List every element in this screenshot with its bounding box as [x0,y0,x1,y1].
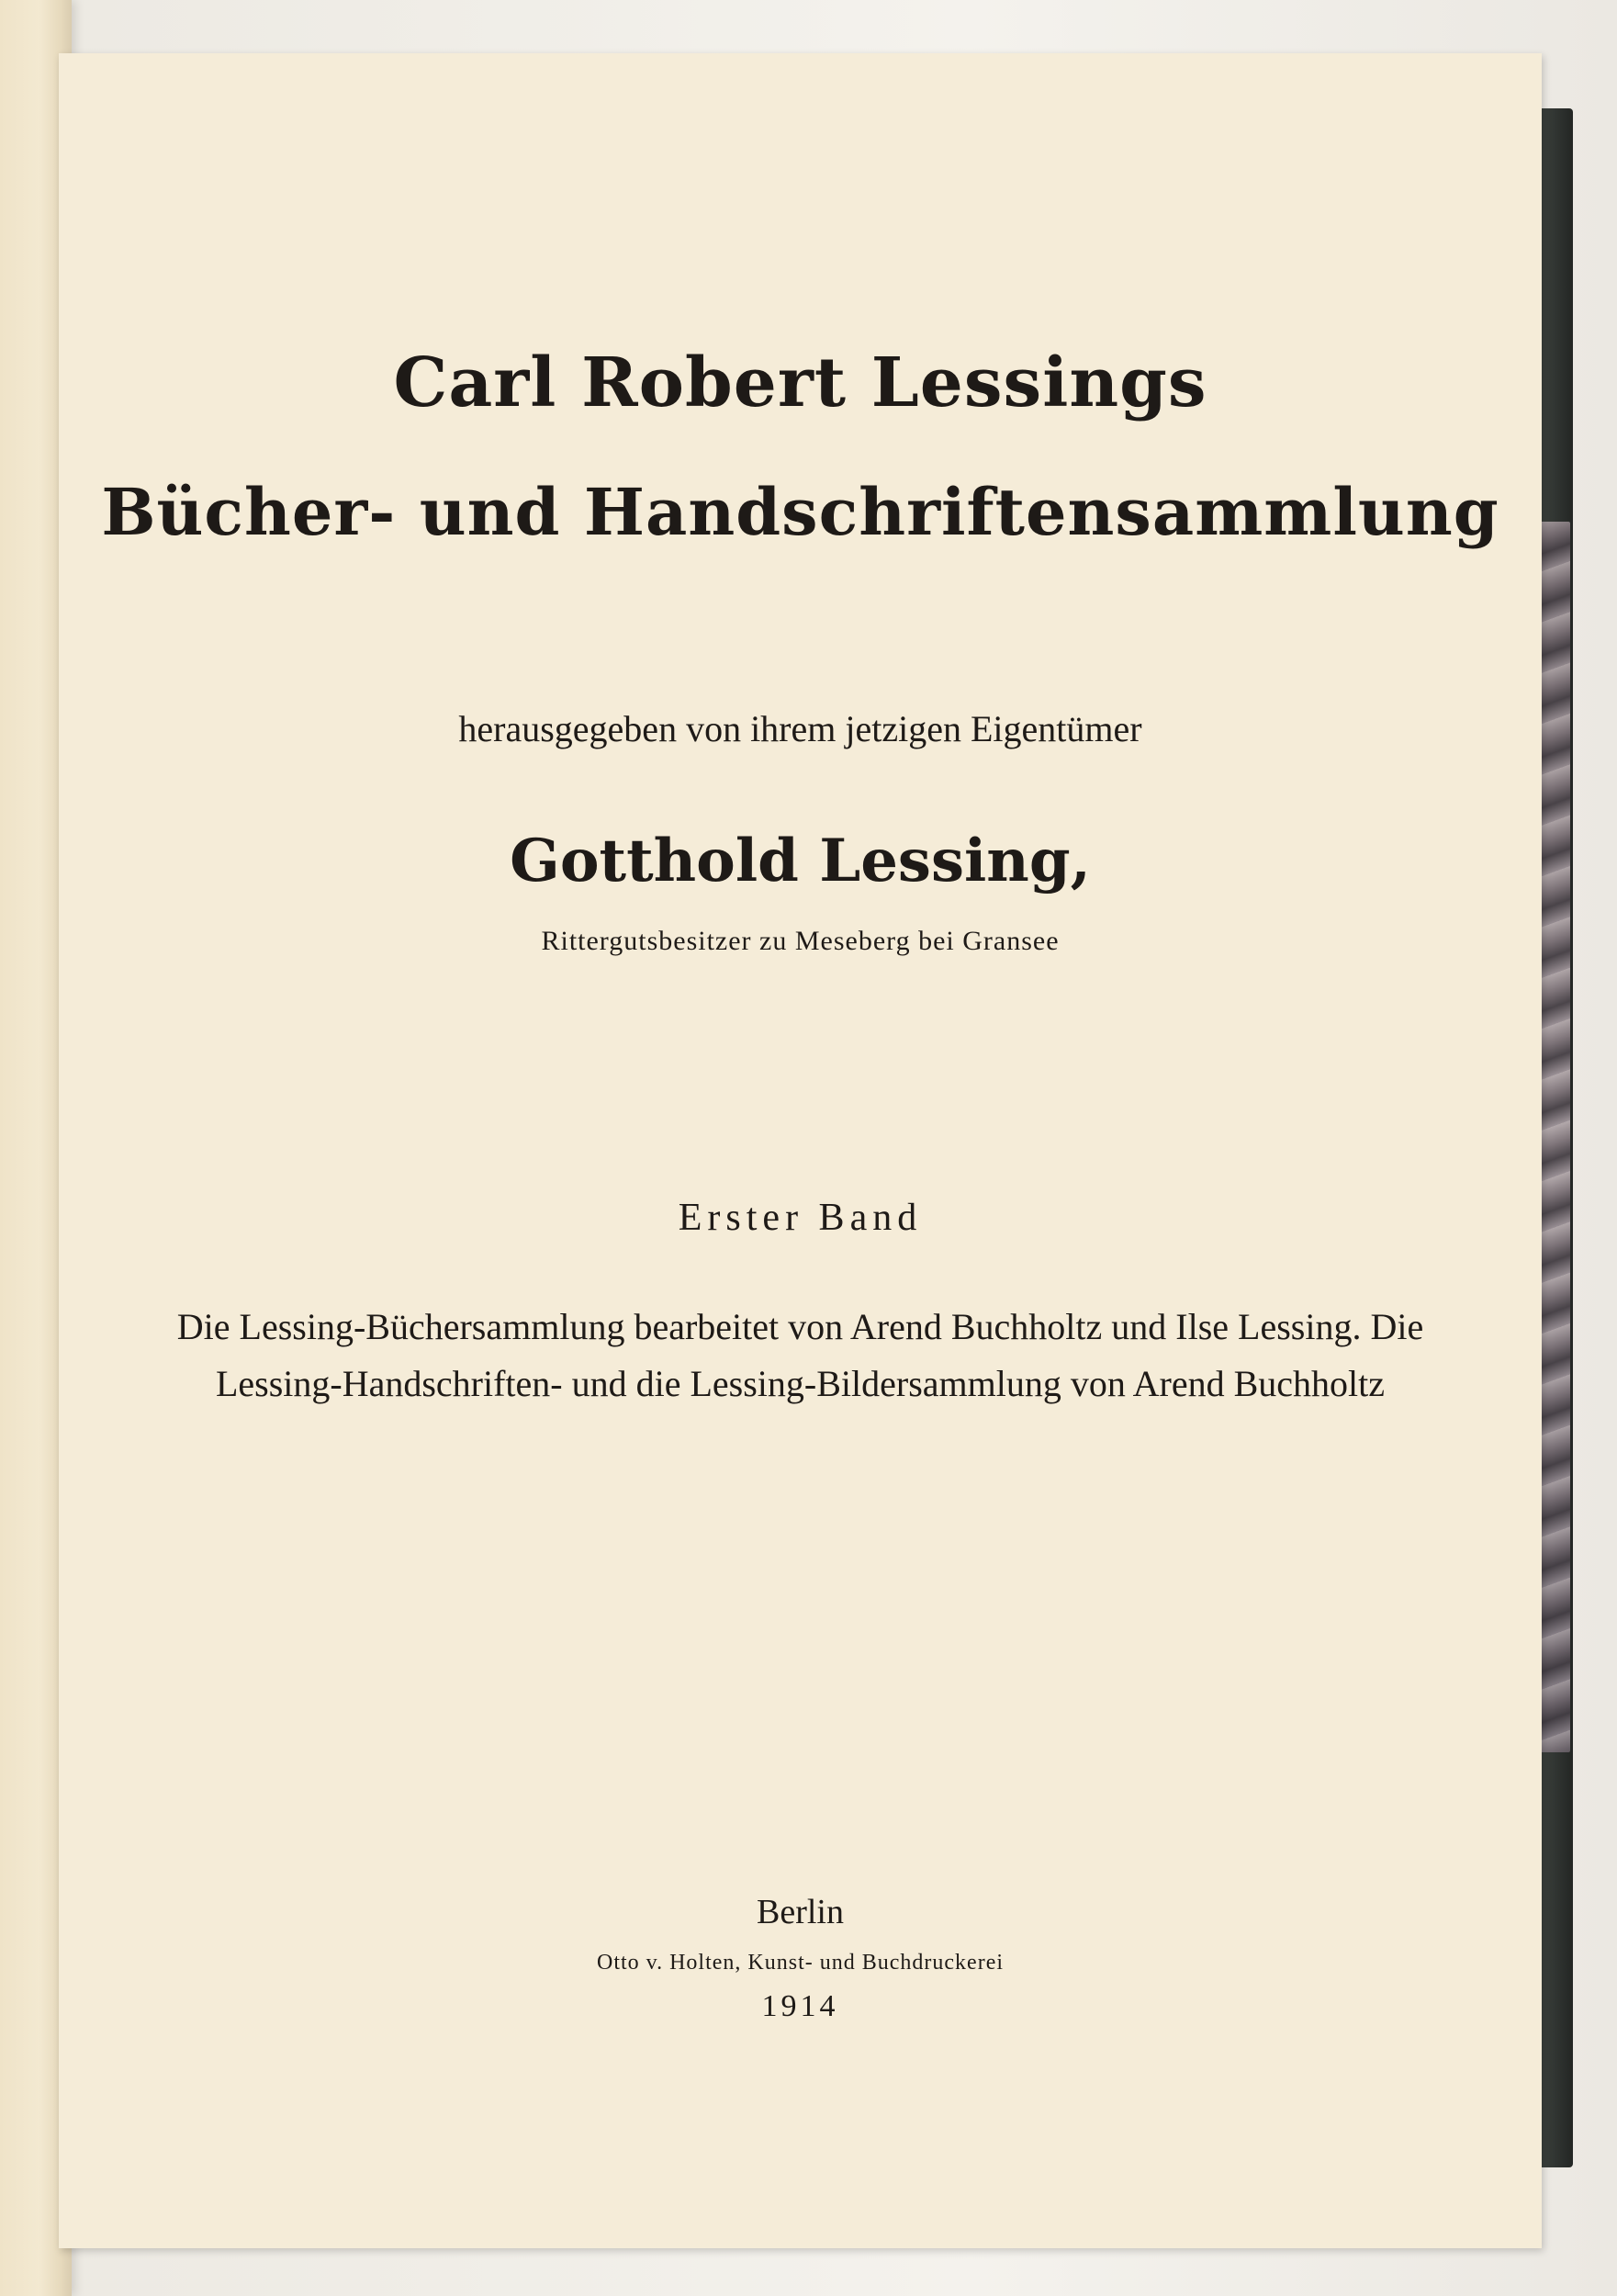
book-title-line-1: Carl Robert Lessings [393,343,1207,422]
volume-contents: Die Lessing-Büchersammlung bearbeitet von Arend Buchholtz und Ilse Lessing. Die Lessing-Handschriften- und die Lessing-Bildersammlung von Arend Buchholtz [176,1306,1424,1404]
title-page [59,53,1542,2248]
owner-name: Gotthold Lessing, [510,827,1091,895]
publication-year: 1914 [761,1989,839,2023]
editor-statement: herausgegeben von ihrem jetzigen Eigentümer [458,708,1142,749]
marbled-endpaper-edge [1539,522,1570,1752]
publication-place: Berlin [757,1893,844,1931]
publisher: Otto v. Holten, Kunst- und Buchdruckerei [596,1951,1005,1975]
volume-label: Erster Band [678,1197,923,1239]
owner-title: Rittergutsbesitzer zu Meseberg bei Gransee [541,926,1060,956]
book-title-line-2: Bücher- und Handschriftensammlung [101,474,1499,550]
